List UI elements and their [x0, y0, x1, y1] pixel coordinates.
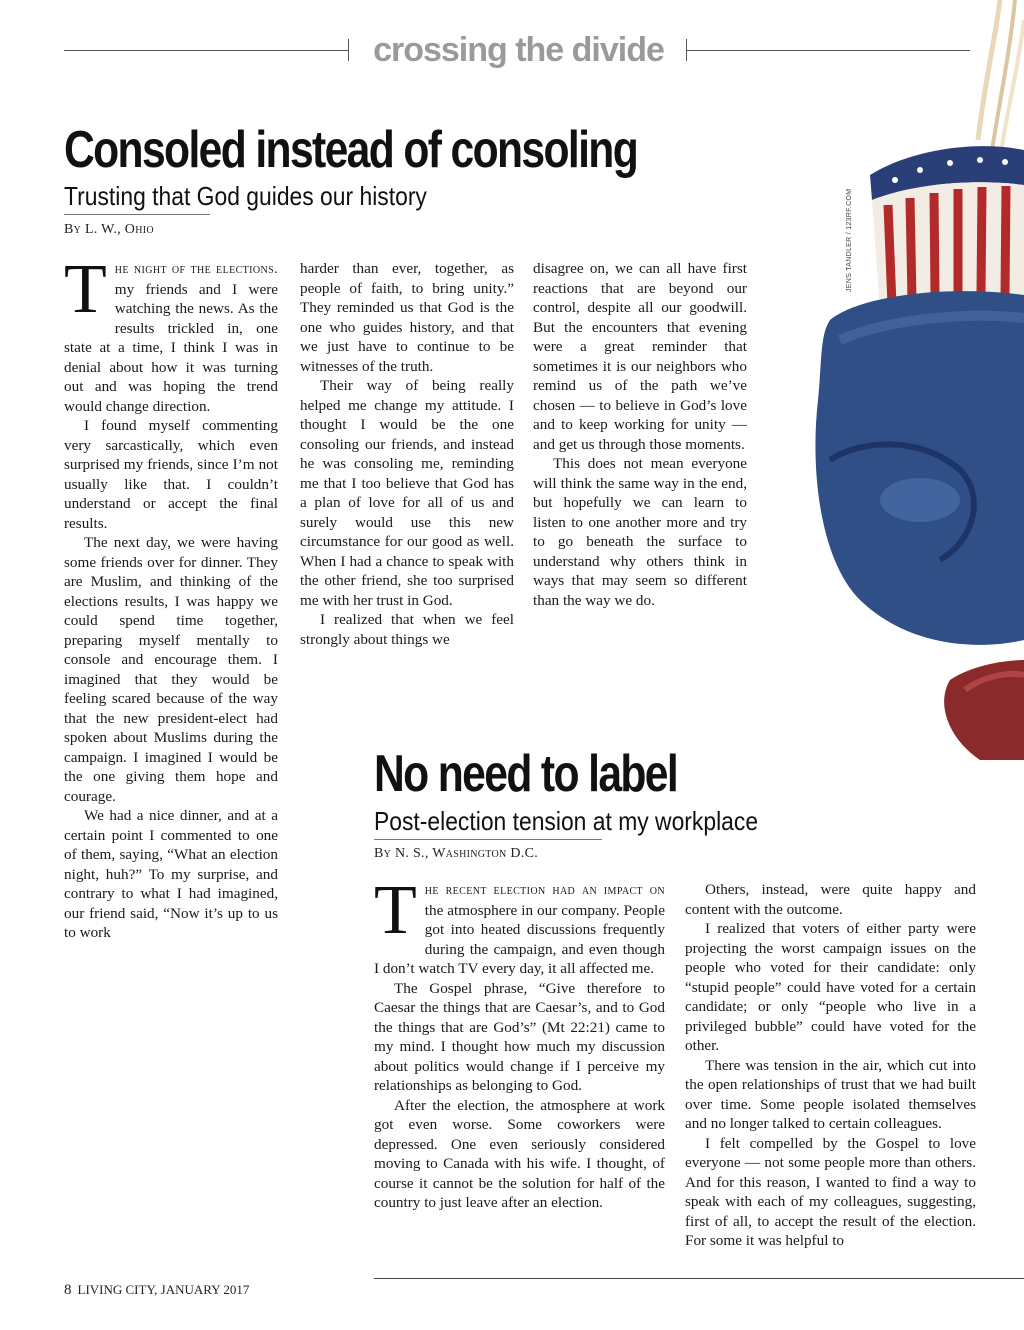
- article1-subhead-rule: [64, 214, 210, 215]
- boxing-gloves-photo: [800, 0, 1024, 760]
- article2-paragraph: The Gospel phrase, “Give therefore to Caesar the things that are Caesar’s, and to God the things that are God’s” (Mt 22:21) came to my mind. I thought how much my discussion about politics would change if I perceive my relationships as belonging to God.: [374, 979, 665, 1094]
- article1-subhead: Trusting that God guides our history: [64, 181, 427, 211]
- section-title: crossing the divide: [373, 31, 664, 69]
- article2-subhead-rule: [374, 839, 602, 840]
- article2-column-1: [374, 872, 665, 1213]
- article2-subhead: Post-election tension at my workplace: [374, 806, 759, 836]
- page-number: 8: [64, 1282, 72, 1298]
- glove-blue: [815, 291, 1024, 645]
- article2-column-2: [685, 880, 976, 1251]
- header-tick-left: [348, 39, 349, 61]
- article2-paragraph: I realized that voters of either party were projecting the worst campaign issues on the people who voted for their candidate: only “stupid people” could have voted for a certain candidate; or only “people who live in a privileged bubble” could have voted for the other.: [685, 920, 976, 1054]
- page-footer: [64, 1282, 249, 1299]
- article1-byline: By L. W., Ohio: [64, 222, 154, 237]
- article1-paragraph: I found myself commenting very sarcastically, which even surprised my friends, since I’m not usually like that. I couldn’t understand or accept the final results.: [64, 417, 278, 532]
- article1-paragraph: Their way of being really helped me change my attitude. I thought I would be the one consoling our friends, and instead he was consoling me, reminding me that I too believe that God has a plan of love for all of us and surely would use this new circumstance for our good as well. When I had a chance to speak with the other friend, she too surprised me with her trust in God.: [300, 377, 514, 609]
- article1-paragraph: disagree on, we can all have first reactions that are beyond our control, despite all our goodwill. But the encounters that evening were a great reminder that sometimes it is our neighbors who remind us of the path we’ve chosen — to believe in God’s love and to keep working for unity — and get us through those moments.: [533, 260, 747, 453]
- article1-column-1: [64, 251, 278, 943]
- article2-paragraph: the atmosphere in our company. People got into heated discussions frequently during the campaign, and even though I don’t watch TV every day, it all affected me.: [374, 901, 665, 977]
- article2-paragraph: Others, instead, were quite happy and content with the outcome.: [685, 881, 976, 918]
- bottom-rule: [374, 1278, 1024, 1279]
- article2-lead: he recent election had an impact on: [424, 883, 665, 898]
- article1-lead: he night of the elections.: [114, 262, 278, 277]
- article1-dropcap: T: [64, 251, 107, 328]
- article1-headline: Consoled instead of consoling: [64, 121, 638, 179]
- article2-paragraph: I felt compelled by the Gospel to love everyone — not some people more than others. And for this reason, I wanted to find a way to speak with each of my colleagues, suggesting, first of all, to accept the result of the election. For some it was helpful to: [685, 1134, 976, 1249]
- article2-paragraph: After the election, the atmosphere at work got even worse. Some coworkers were depressed. One even seriously considered moving to Canada with his wife. I thought, of course it cannot be the solution for half of the country to just leave after an election.: [374, 1096, 665, 1211]
- article1-column-3: [533, 259, 747, 610]
- article1-paragraph: my friends and I were watching the news. As the results trickled in, one state at a time, I think I was in denial about how it was turning out and was hoping the trend would change direction.: [64, 280, 278, 415]
- article1-column-2: [300, 259, 514, 649]
- article1-paragraph: harder than ever, together, as people of faith, to bring unity.” They reminded us that God is the one who guides history, and that we just have to continue to be witnesses of the truth.: [300, 260, 514, 375]
- article1-paragraph: We had a nice dinner, and at a certain point I commented to one of them, saying, “What an election night, huh?” To my surprise, and contrary to what I had imagined, our friend said, “Now it’s up to us to work: [64, 807, 278, 941]
- publication-info: LIVING CITY, JANUARY 2017: [77, 1282, 250, 1297]
- article1-paragraph: The next day, we were having some friends over for dinner. They are Muslim, and thinking of the elections results, I was happy we could spend time together, preparing myself mentally to console and encourage them. I imagined that they would be feeling scared because of the way that the new president-elect had spoken about Muslims during the campaign. I imagined I would be the one giving them hope and courage.: [64, 534, 278, 805]
- photo-credit: JENS TANDLER / 123RF.COM: [846, 188, 853, 292]
- article2-byline: By N. S., Washington D.C.: [374, 846, 539, 861]
- article1-paragraph: This does not mean everyone will think the same way in the end, but hopefully we can learn to listen to one another more and try to go beneath the surface to understand why others think in ways that may seem so different than the way we do.: [533, 455, 747, 609]
- article2-paragraph: There was tension in the air, which cut into the open relationships of trust that we had built over time. Some people isolated themselves and no longer talked to certain colleagues.: [685, 1056, 976, 1132]
- article1-paragraph: I realized that when we feel strongly about things we: [300, 611, 514, 648]
- article2-headline: No need to label: [374, 745, 678, 803]
- article2-dropcap: T: [374, 872, 417, 949]
- header-rule-left: [64, 50, 348, 51]
